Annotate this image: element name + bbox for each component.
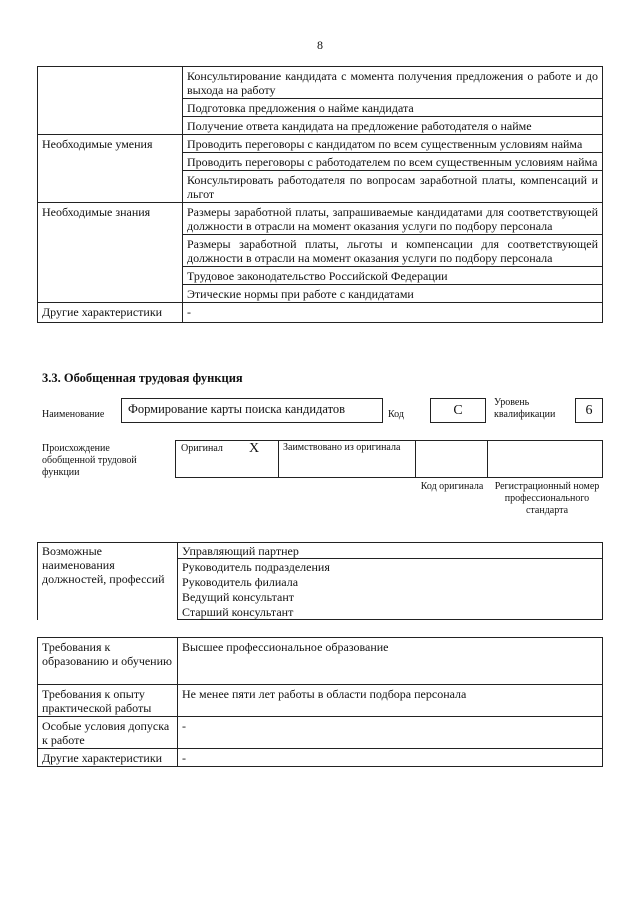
requirements-table <box>37 637 603 767</box>
table-row <box>38 135 603 153</box>
education-value: Высшее профессиональное образование <box>178 638 603 685</box>
level-label: Уровень квалификации <box>494 397 556 420</box>
table-row <box>38 543 603 559</box>
level-box <box>575 398 603 423</box>
experience-label: Требования к опыту практической работы <box>38 685 178 717</box>
row-label <box>38 67 183 135</box>
cell-value: Трудовое законодательство Российской Федерации <box>183 267 603 285</box>
position-item: Управляющий партнер <box>178 543 603 559</box>
position-item: Руководитель филиала <box>178 574 603 589</box>
code-value: C <box>453 403 463 418</box>
cell-value: Этические нормы при работе с кандидатами <box>183 285 603 303</box>
origin-label: Происхождение обобщенной трудовой функции <box>42 443 137 478</box>
cell-value: Получение ответа кандидата на предложение работодателя о найме <box>183 117 603 135</box>
origin-divider <box>487 440 488 478</box>
table-row <box>38 203 603 235</box>
code-label: Код <box>388 409 404 420</box>
cell-value: Консультировать работодателя по вопросам заработной платы, компенсаций и льгот <box>183 171 603 203</box>
table-row <box>38 638 603 685</box>
cell-value: Размеры заработной платы, запрашиваемые кандидатами для соответствующей должности в отрасли на момент оказания услуги по подбору персонала <box>183 203 603 235</box>
cell-value: Размеры заработной платы, льготы и компенсации для соответствующей должности в отрасли на момент оказания услуги по подбору персонала <box>183 235 603 267</box>
table-row <box>38 67 603 99</box>
code-original-label: Код оригинала <box>420 481 484 492</box>
functions-table <box>37 66 603 323</box>
function-name-value: Формирование карты поиска кандидатов <box>128 402 346 416</box>
original-mark: X <box>249 441 260 456</box>
page-number: 8 <box>317 38 323 52</box>
position-item: Руководитель подразделения <box>178 559 603 575</box>
cell-value: Проводить переговоры с кандидатом по всем существенным условиям найма <box>183 135 603 153</box>
code-box <box>430 398 486 423</box>
reg-number-label: Регистрационный номер профессионального стандарта <box>494 481 600 516</box>
other-characteristics-value: - <box>178 749 603 767</box>
cell-value: Проводить переговоры с работодателем по всем существенным условиям найма <box>183 153 603 171</box>
table-row <box>38 303 603 323</box>
special-conditions-value: - <box>178 717 603 749</box>
special-conditions-label: Особые условия допуска к работе <box>38 717 178 749</box>
position-item: Старший консультант <box>178 604 603 620</box>
original-label: Оригинал <box>181 443 223 454</box>
row-label-skills: Необходимые умения <box>38 135 183 203</box>
row-label-other: Другие характеристики <box>38 303 183 323</box>
section-heading: 3.3. Обобщенная трудовая функция <box>42 371 243 385</box>
cell-value: Подготовка предложения о найме кандидата <box>183 99 603 117</box>
function-name-box <box>121 398 383 423</box>
name-label: Наименование <box>42 409 105 420</box>
origin-divider <box>278 440 279 478</box>
positions-table <box>37 542 603 620</box>
experience-value: Не менее пяти лет работы в области подбора персонала <box>178 685 603 717</box>
level-value: 6 <box>585 403 593 418</box>
origin-divider <box>415 440 416 478</box>
position-item: Ведущий консультант <box>178 589 603 604</box>
cell-value: Консультирование кандидата с момента получения предложения о работе и до выхода на работу <box>183 67 603 99</box>
table-row <box>38 717 603 749</box>
education-label: Требования к образованию и обучению <box>38 638 178 685</box>
other-characteristics-label: Другие характеристики <box>38 749 178 767</box>
cell-value: - <box>183 303 603 323</box>
row-label-knowledge: Необходимые знания <box>38 203 183 303</box>
borrowed-label: Заимствовано из оригинала <box>283 442 401 453</box>
table-row <box>38 685 603 717</box>
positions-label: Возможные наименования должностей, профессий <box>38 543 178 620</box>
table-row <box>38 749 603 767</box>
